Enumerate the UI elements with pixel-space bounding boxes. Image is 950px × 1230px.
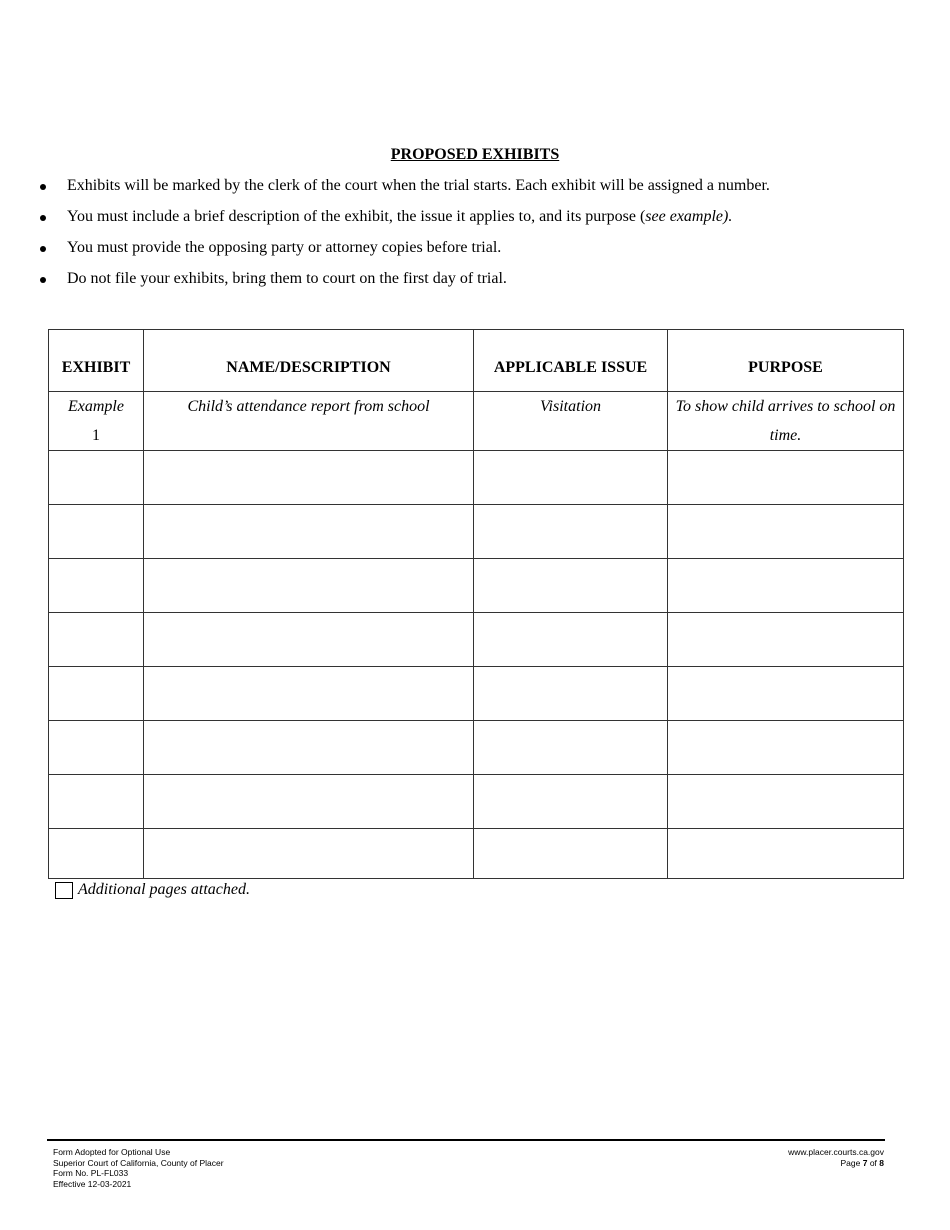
header-issue: APPLICABLE ISSUE <box>474 330 668 392</box>
cell-issue[interactable] <box>474 667 668 721</box>
cell-exhibit[interactable] <box>49 505 144 559</box>
bullet-item: You must provide the opposing party or attorney copies before trial. <box>38 238 770 269</box>
cell-description[interactable] <box>144 505 474 559</box>
bullet-item: Do not file your exhibits, bring them to court on the first day of trial. <box>38 269 770 300</box>
cell-description[interactable] <box>144 775 474 829</box>
cell-purpose[interactable] <box>668 505 904 559</box>
cell-exhibit[interactable] <box>49 775 144 829</box>
footer-divider <box>47 1139 885 1141</box>
cell-issue[interactable] <box>474 829 668 879</box>
cell-description[interactable] <box>144 829 474 879</box>
cell-description[interactable] <box>144 667 474 721</box>
page-title: PROPOSED EXHIBITS <box>390 146 560 163</box>
table-row <box>49 721 904 775</box>
table-header <box>49 330 904 392</box>
checkbox-label: Additional pages attached. <box>78 881 250 898</box>
cell-exhibit[interactable] <box>49 667 144 721</box>
header-exhibit: EXHIBIT <box>49 330 144 392</box>
cell-issue[interactable] <box>474 721 668 775</box>
table-row <box>49 559 904 613</box>
cell-purpose[interactable] <box>668 559 904 613</box>
cell-issue[interactable] <box>474 451 668 505</box>
cell-exhibit[interactable] <box>49 613 144 667</box>
table-row <box>49 505 904 559</box>
footer-left: Form Adopted for Optional Use Superior Court of California, County of Placer Form No. PL-FL033 Effective 12-03-2021 <box>53 1147 224 1189</box>
footer-right <box>788 1147 884 1168</box>
header-purpose: PURPOSE <box>668 330 904 392</box>
cell-purpose[interactable] <box>668 829 904 879</box>
table-row <box>49 829 904 879</box>
cell-exhibit[interactable] <box>49 451 144 505</box>
cell-issue[interactable] <box>474 559 668 613</box>
cell-exhibit[interactable] <box>49 721 144 775</box>
exhibits-table <box>48 329 904 879</box>
page-number: Page 7 of 8 <box>840 1157 884 1168</box>
table-row <box>49 613 904 667</box>
cell-description[interactable] <box>144 451 474 505</box>
example-purpose: To show child arrives to school on time. <box>668 392 904 451</box>
cell-exhibit[interactable] <box>49 829 144 879</box>
cell-issue[interactable] <box>474 613 668 667</box>
table-row <box>49 775 904 829</box>
cell-issue[interactable] <box>474 505 668 559</box>
table-row <box>49 667 904 721</box>
header-description: NAME/DESCRIPTION <box>144 330 474 392</box>
additional-pages-checkbox[interactable] <box>55 882 73 899</box>
cell-exhibit[interactable] <box>49 559 144 613</box>
example-exhibit: Example 1 <box>49 392 144 451</box>
cell-purpose[interactable] <box>668 451 904 505</box>
bullet-item: Exhibits will be marked by the clerk of the court when the trial starts. Each exhibit will be assigned a number. <box>38 176 770 207</box>
table-row <box>49 451 904 505</box>
cell-purpose[interactable] <box>668 667 904 721</box>
example-row <box>49 392 904 451</box>
additional-pages-option[interactable] <box>55 881 250 899</box>
example-description: Child’s attendance report from school <box>144 392 474 451</box>
cell-purpose[interactable] <box>668 775 904 829</box>
example-issue: Visitation <box>474 392 668 451</box>
bullet-item: You must include a brief description of the exhibit, the issue it applies to, and its purpose (see example). <box>38 207 770 238</box>
cell-description[interactable] <box>144 721 474 775</box>
cell-purpose[interactable] <box>668 613 904 667</box>
cell-purpose[interactable] <box>668 721 904 775</box>
cell-description[interactable] <box>144 613 474 667</box>
cell-description[interactable] <box>144 559 474 613</box>
cell-issue[interactable] <box>474 775 668 829</box>
court-website-link[interactable]: www.placer.courts.ca.gov <box>788 1147 884 1157</box>
instructions-list <box>38 176 770 300</box>
